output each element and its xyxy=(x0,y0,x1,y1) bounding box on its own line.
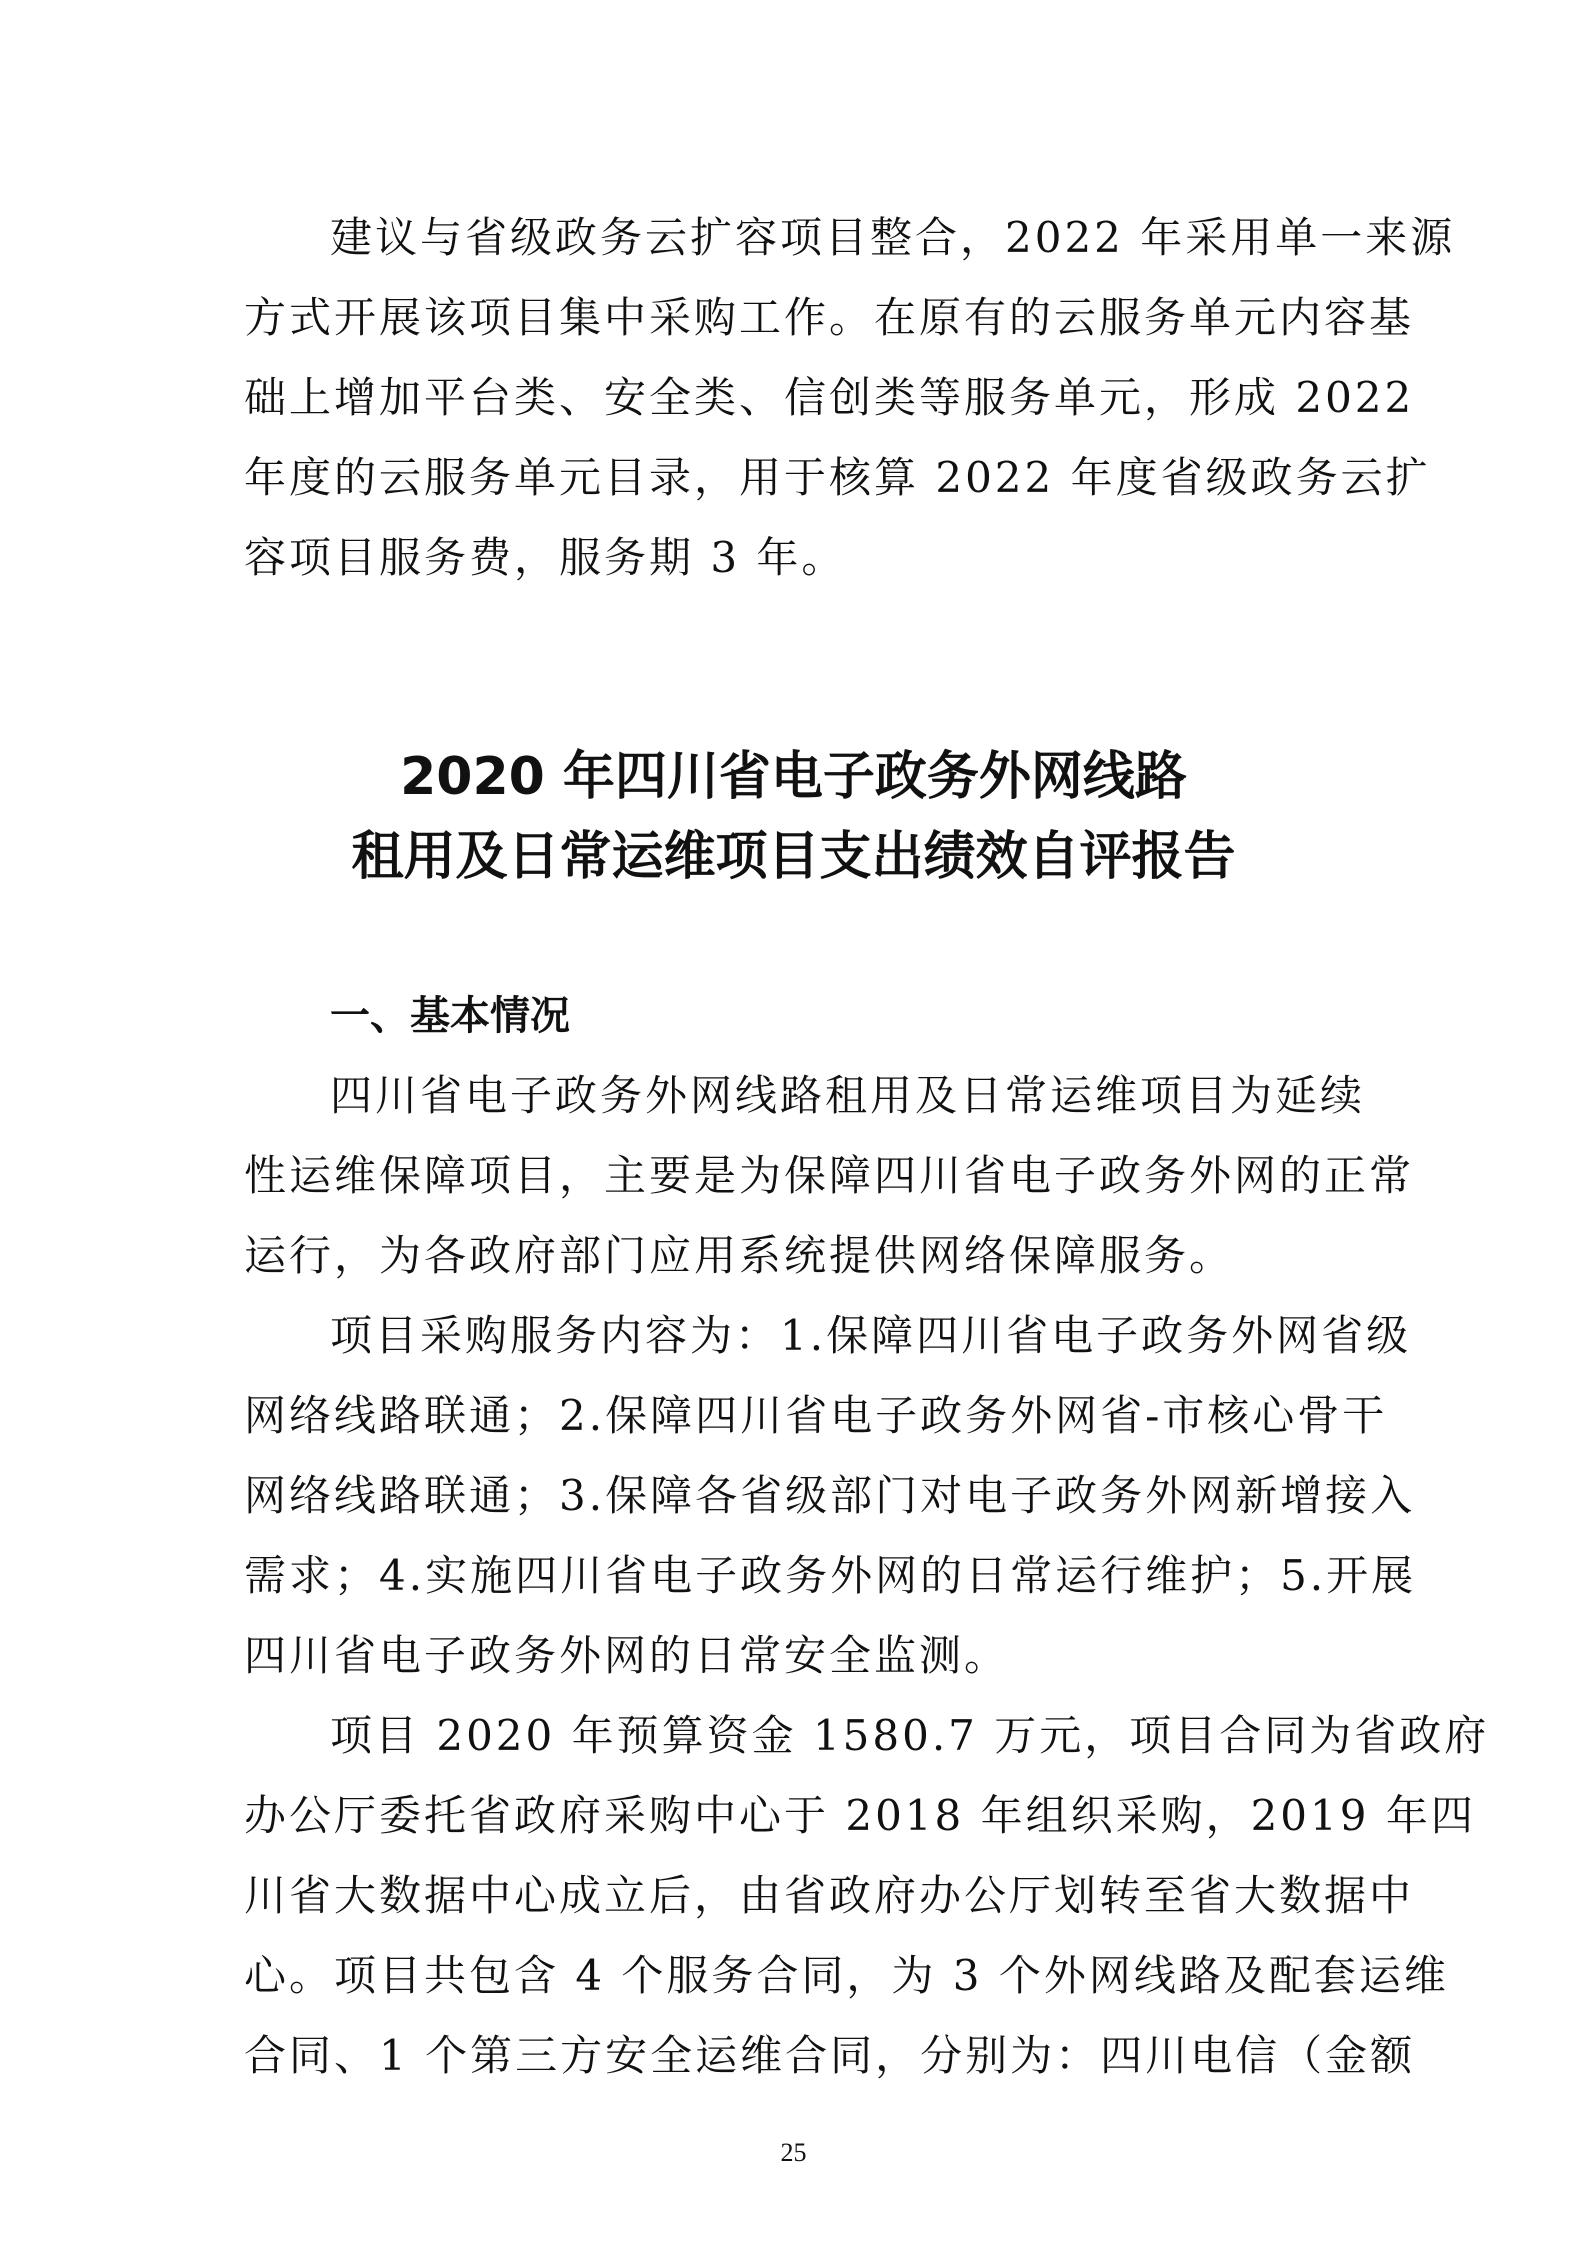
intro-line-3: 础上增加平台类、安全类、信创类等服务单元，形成 2022 xyxy=(244,373,1415,422)
para3-line-1: 项目 2020 年预算资金 1580.7 万元，项目合同为省政府 xyxy=(330,1711,1490,1760)
report-title-line-2: 租用及日常运维项目支出绩效自评报告 xyxy=(351,827,1236,887)
intro-line-4: 年度的云服务单元目录，用于核算 2022 年度省级政务云扩 xyxy=(244,453,1431,502)
intro-line-5: 容项目服务费，服务期 3 年。 xyxy=(244,533,847,582)
para1-line-1: 四川省电子政务外网线路租用及日常运维项目为延续 xyxy=(330,1071,1366,1120)
para3-line-2: 办公厅委托省政府采购中心于 2018 年组织采购，2019 年四 xyxy=(244,1791,1476,1840)
intro-line-2: 方式开展该项目集中采购工作。在原有的云服务单元内容基 xyxy=(244,293,1415,342)
para2-line-3: 网络线路联通；3.保障各省级部门对电子政务外网新增接入 xyxy=(244,1471,1416,1520)
para2-line-5: 四川省电子政务外网的日常安全监测。 xyxy=(244,1631,1010,1680)
para3-line-4: 心。项目共包含 4 个服务合同，为 3 个外网线路及配套运维 xyxy=(244,1951,1449,2000)
para2-line-1: 项目采购服务内容为：1.保障四川省电子政务外网省级 xyxy=(330,1311,1412,1360)
page-number: 25 xyxy=(780,2138,807,2167)
para1-line-2: 性运维保障项目，主要是为保障四川省电子政务外网的正常 xyxy=(244,1151,1415,1200)
para1-line-3: 运行，为各政府部门应用系统提供网络保障服务。 xyxy=(244,1231,1235,1280)
para2-line-4: 需求；4.实施四川省电子政务外网的日常运行维护；5.开展 xyxy=(244,1551,1417,1600)
section-heading-basic-info: 一、基本情况 xyxy=(330,993,570,1039)
intro-line-1: 建议与省级政务云扩容项目整合，2022 年采用单一来源 xyxy=(330,213,1456,262)
report-title-line-1: 2020 年四川省电子政务外网线路 xyxy=(400,747,1187,807)
para2-line-2: 网络线路联通；2.保障四川省电子政务外网省-市核心骨干 xyxy=(244,1391,1388,1440)
para3-line-3: 川省大数据中心成立后，由省政府办公厅划转至省大数据中 xyxy=(244,1871,1415,1920)
para3-line-5: 合同、1 个第三方安全运维合同，分别为：四川电信（金额 xyxy=(244,2031,1416,2080)
